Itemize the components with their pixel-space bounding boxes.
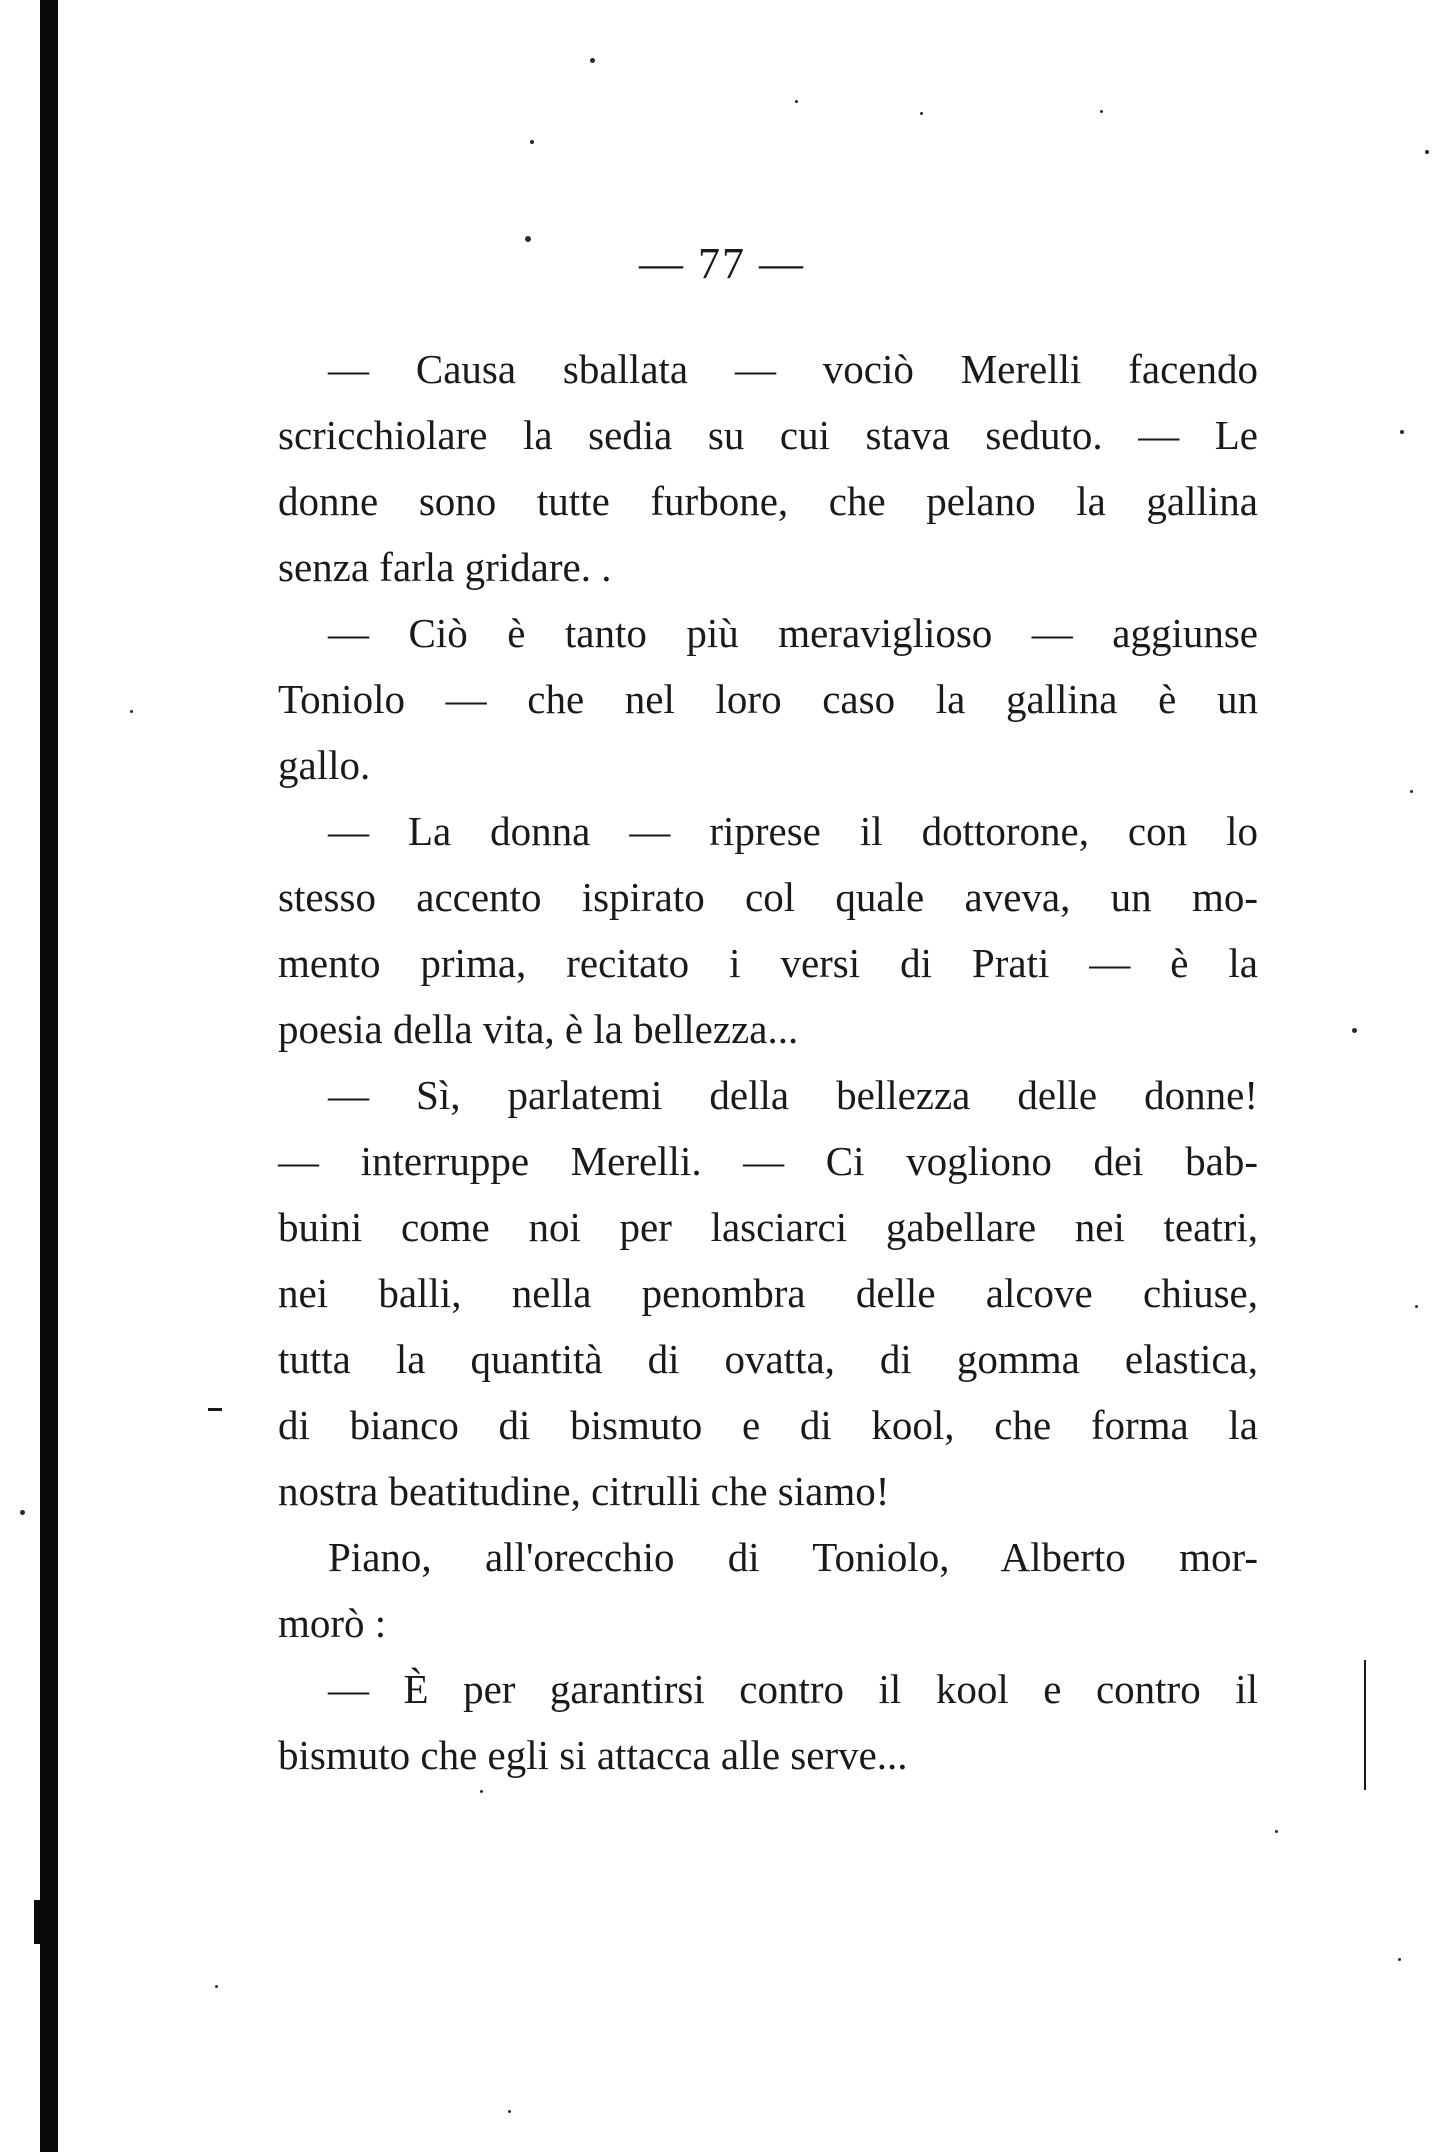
text-line: — interruppe Merelli. — Ci vogliono dei bab- bbox=[278, 1138, 1258, 1184]
text-line: — Causa sballata — vociò Merelli facendo bbox=[328, 346, 1258, 392]
scan-speck bbox=[20, 1510, 25, 1515]
text-line: Piano, all'orecchio di Toniolo, Alberto mor- bbox=[328, 1534, 1258, 1580]
text-line: poesia della vita, è la bellezza... bbox=[278, 1006, 799, 1052]
text-line: — Ciò è tanto più meraviglioso — aggiunse bbox=[328, 610, 1258, 656]
text-line: — È per garantirsi contro il kool e contro il bbox=[328, 1666, 1258, 1712]
scan-speck bbox=[508, 2110, 511, 2113]
text-line: nostra beatitudine, citrulli che siamo! bbox=[278, 1468, 890, 1514]
page-number: — 77 — bbox=[639, 239, 805, 288]
scan-speck bbox=[1352, 1028, 1357, 1033]
scan-speck bbox=[130, 710, 133, 713]
text-line: donne sono tutte furbone, che pelano la gallina bbox=[278, 478, 1258, 524]
scan-speck bbox=[530, 140, 534, 144]
scan-speck bbox=[1425, 150, 1429, 154]
scan-speck bbox=[1100, 110, 1103, 113]
paragraph bbox=[278, 600, 1258, 798]
paragraph bbox=[278, 1656, 1258, 1788]
scan-speck bbox=[215, 1985, 218, 1988]
scan-speck bbox=[920, 112, 923, 115]
body-text bbox=[278, 336, 1258, 1788]
text-line: senza farla gridare. . bbox=[278, 544, 612, 590]
paragraph bbox=[278, 1524, 1258, 1656]
text-line: buini come noi per lasciarci gabellare nei teatri, bbox=[278, 1204, 1258, 1250]
text-line: — La donna — riprese il dottorone, con lo bbox=[328, 808, 1258, 854]
text-line: — Sì, parlatemi della bellezza delle donne! bbox=[328, 1072, 1258, 1118]
scan-speck bbox=[795, 100, 798, 103]
text-line: scricchiolare la sedia su cui stava seduto. — Le bbox=[278, 412, 1258, 458]
scan-speck bbox=[1400, 430, 1404, 434]
text-line: bismuto che egli si attacca alle serve... bbox=[278, 1732, 908, 1778]
text-line: Toniolo — che nel loro caso la gallina è un bbox=[278, 676, 1258, 722]
scan-speck bbox=[590, 58, 595, 63]
page-binding-edge bbox=[40, 0, 58, 2152]
text-line: tutta la quantità di ovatta, di gomma elastica, bbox=[278, 1336, 1258, 1382]
scan-speck bbox=[1410, 790, 1413, 793]
binding-mark bbox=[34, 1900, 44, 1944]
scan-speck bbox=[1275, 1830, 1278, 1833]
text-line: morò : bbox=[278, 1600, 387, 1646]
scan-speck bbox=[1415, 1305, 1418, 1308]
scan-speck bbox=[1398, 1958, 1401, 1961]
paragraph bbox=[278, 798, 1258, 1062]
text-line: gallo. bbox=[278, 742, 371, 788]
paragraph bbox=[278, 336, 1258, 600]
scan-dash bbox=[208, 1408, 222, 1411]
paragraph bbox=[278, 1062, 1258, 1524]
text-line: mento prima, recitato i versi di Prati — è la bbox=[278, 940, 1258, 986]
scan-speck bbox=[480, 1790, 483, 1793]
text-line: stesso accento ispirato col quale aveva, un mo- bbox=[278, 874, 1258, 920]
text-line: di bianco di bismuto e di kool, che forma la bbox=[278, 1402, 1258, 1448]
text-line: nei balli, nella penombra delle alcove chiuse, bbox=[278, 1270, 1258, 1316]
scan-margin-stroke bbox=[1364, 1660, 1366, 1790]
